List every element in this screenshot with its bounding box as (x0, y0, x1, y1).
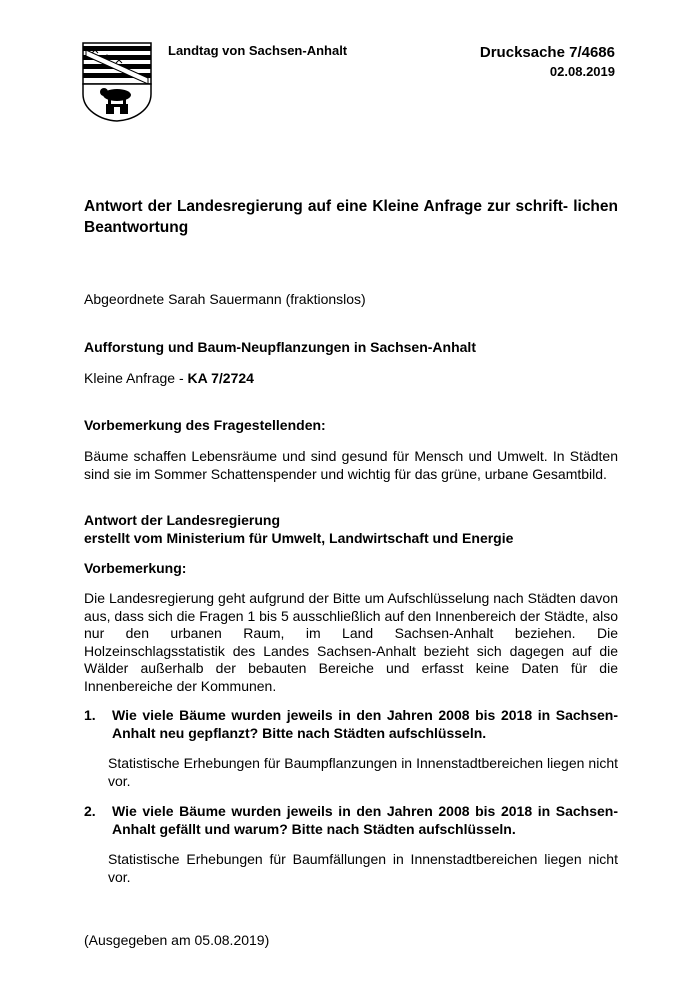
inquiry-prefix: Kleine Anfrage - (84, 370, 188, 386)
preface-text: Die Landesregierung geht aufgrund der Bitte um Aufschlüsselung nach Städten davon aus, dass sich die Fragen 1 bis 5 ausschließlich auf den Innenbereich der Städte, also nur den urbanen Raum, im Land Sachsen-Anhalt beziehen. Die Holzeinschlagsstatistik des Landes Sachsen-Anhalt bezieht sich dagegen auf die Wälder außerhalb der bebauten Bereiche und erfasst keine Daten für die Innenbereiche der Kommunen. (84, 590, 618, 694)
subject-line: Aufforstung und Baum-Neupflanzungen in Sachsen-Anhalt (84, 339, 476, 355)
answer-source-line1: Antwort der Landesregierung (84, 512, 281, 528)
document-info (480, 43, 615, 81)
questioner-preface-text: Bäume schaffen Lebensräume und sind gesund für Mensch und Umwelt. In Städten sind sie im Sommer Schattenspender und wichtig für das grüne, urbane Gesamtbild. (84, 448, 618, 482)
question-number: 1. (84, 707, 96, 723)
questioner-preface-heading: Vorbemerkung des Fragestellenden: (84, 417, 326, 433)
question-2 (84, 803, 618, 838)
answer-1: Statistische Erhebungen für Baumpflanzungen in Innenstadtbereichen liegen nicht vor. (108, 755, 618, 789)
answer-2: Statistische Erhebungen für Baumfällungen in Innenstadtbereichen liegen nicht vor. (108, 851, 618, 885)
inquiry-code: KA 7/2724 (187, 370, 254, 386)
document-title: Antwort der Landesregierung auf eine Kleine Anfrage zur schrift- lichen Beantwortung (84, 198, 618, 236)
org-name: Landtag von Sachsen-Anhalt (168, 43, 348, 58)
doc-date: 02.08.2019 (549, 64, 615, 79)
coat-of-arms-logo (82, 42, 152, 122)
answer-source-line2: erstellt vom Ministerium für Umwelt, Landwirtschaft und Energie (84, 529, 514, 546)
doc-number: Drucksache 7/4686 (479, 44, 615, 61)
author-line: Abgeordnete Sarah Sauermann (fraktionslos) (84, 291, 366, 307)
preface-heading: Vorbemerkung: (84, 560, 187, 576)
issued-date: (Ausgegeben am 05.08.2019) (84, 932, 270, 948)
answer-source (84, 512, 618, 547)
question-text: Wie viele Bäume wurden jeweils in den Jahren 2008 bis 2018 in Sachsen-Anhalt gefällt und warum? Bitte nach Städten aufschlüsseln. (112, 803, 618, 837)
question-1 (84, 707, 618, 742)
inquiry-line (84, 370, 618, 388)
question-number: 2. (84, 803, 96, 819)
question-text: Wie viele Bäume wurden jeweils in den Jahren 2008 bis 2018 in Sachsen-Anhalt neu gepflanzt? Bitte nach Städten aufschlüsseln. (112, 707, 618, 741)
